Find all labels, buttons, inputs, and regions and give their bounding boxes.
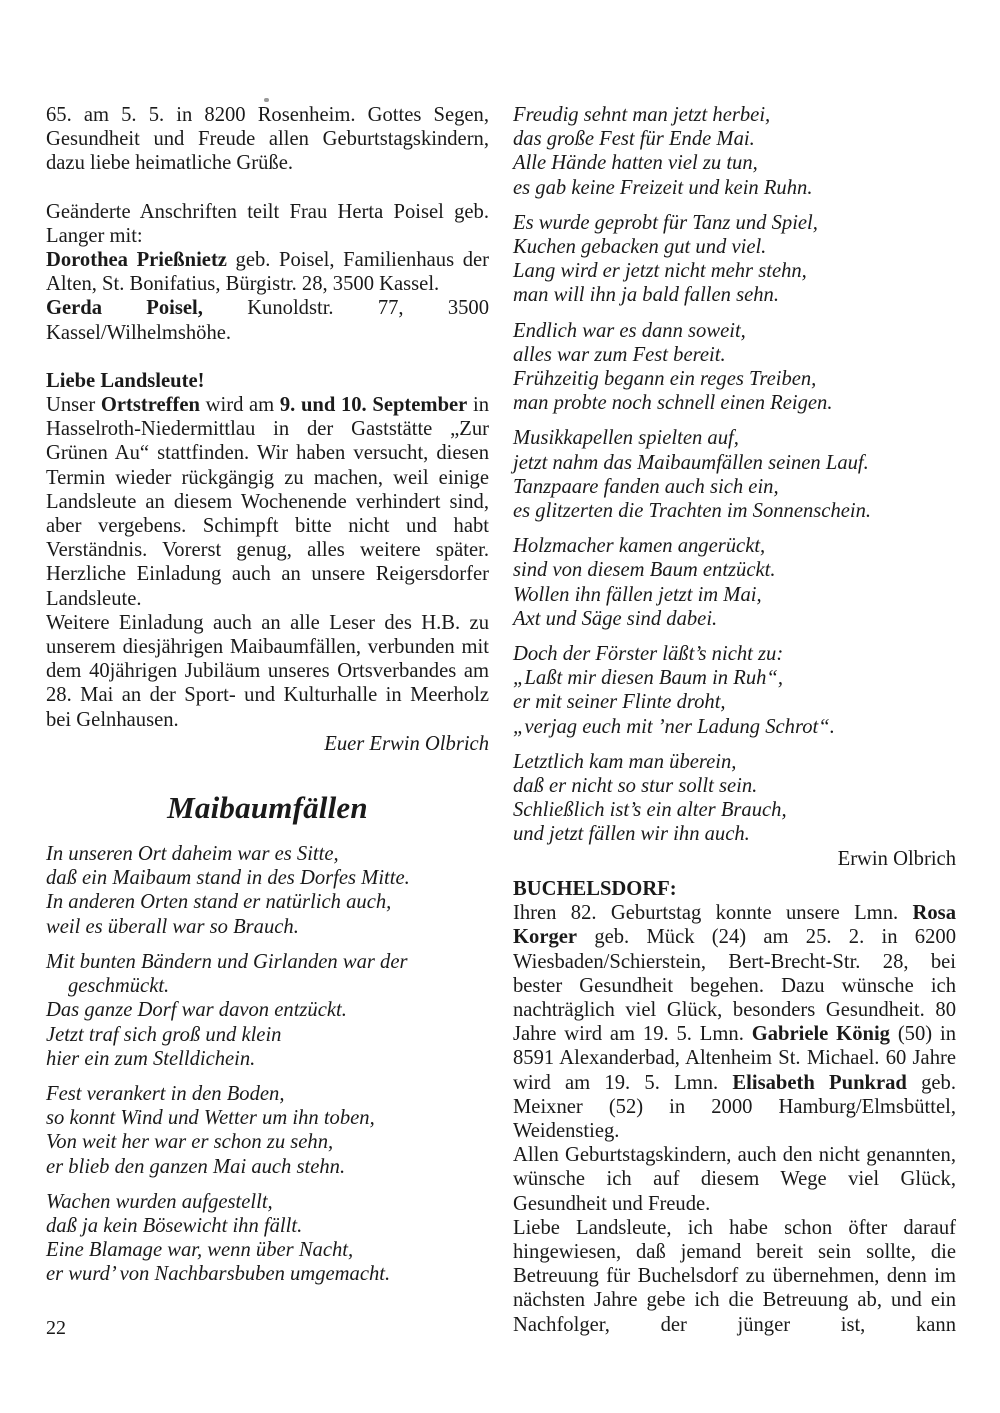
poem-line: hier ein zum Stelldichein. xyxy=(46,1047,256,1070)
address-entry xyxy=(46,248,489,296)
poem-line: „verjag euch mit ’ner Ladung Schrot“. xyxy=(513,715,835,738)
wishes-paragraph: Allen Geburtstagskindern, auch den nicht genannten, wünsche ich auf diesem Wege viel Glück, Gesundheit und Freude. xyxy=(513,1144,956,1215)
poem-line: Frühzeitig begann ein reges Treiben, xyxy=(513,368,817,391)
poem-author: Erwin Olbrich xyxy=(837,847,956,870)
poem-line: es gab keine Freizeit und kein Ruhn. xyxy=(513,176,813,199)
poem-line: Wachen wurden aufgestellt, xyxy=(46,1190,273,1213)
poem-line: Das ganze Dorf war davon entzückt. xyxy=(46,999,347,1022)
poem-stanza xyxy=(46,842,489,939)
poem-stanza xyxy=(46,1082,489,1179)
poem-line: Mit bunten Bändern und Girlanden war der xyxy=(46,950,408,973)
poem-line: In anderen Orten stand er natürlich auch, xyxy=(46,891,392,914)
poem-line: er mit seiner Flinte droht, xyxy=(513,691,726,714)
poem-line: weil es überall war so Brauch. xyxy=(46,915,299,938)
address-name: Gerda Poisel, xyxy=(46,297,203,320)
poem-line: Jetzt traf sich groß und klein xyxy=(46,1023,282,1046)
poem-stanza xyxy=(513,426,956,523)
poem-line: Es wurde geprobt für Tanz und Spiel, xyxy=(513,211,818,234)
poem-line: jetzt nahm das Maibaumfällen seinen Lauf. xyxy=(513,451,869,474)
bold-text-run: Ortstreffen xyxy=(100,394,200,417)
poem-line: alles war zum Fest bereit. xyxy=(513,343,726,366)
text-run: wird am xyxy=(199,394,280,417)
person-name: Elisabeth Punkrad xyxy=(732,1071,907,1094)
poem-stanza xyxy=(513,103,956,200)
poem-line: Schließlich ist’s ein alter Brauch, xyxy=(513,799,787,822)
poem-line: er wurd’ von Nachbarsbuben umgemacht. xyxy=(46,1263,391,1286)
text-run: Ihren 82. Geburtstag konnte unsere Lmn. xyxy=(513,902,913,925)
poem-line: daß ja kein Bösewicht ihn fällt. xyxy=(46,1214,303,1237)
birthday-greeting-paragraph: 65. am 5. 5. in 8200 Rosenheim. Gottes Segen, Gesundheit und Freude allen Geburtstagskindern, dazu liebe heimatliche Grüße. xyxy=(46,104,489,175)
text-run: (50) in 8591 Alexanderbad, Altenheim St. Michael. 60 Jahre wird am 19. 5. Lmn. xyxy=(513,1023,956,1094)
poem-line: daß er nicht so stur sollt sein. xyxy=(513,775,758,798)
ortstreffen-paragraph xyxy=(46,393,489,611)
poem-line: Holzmacher kamen angerückt, xyxy=(513,535,766,558)
address-details: Kunoldstr. 77, 3500 Kassel/Wilhelmshöhe. xyxy=(46,297,490,344)
section-heading-buchelsdorf: BUCHELSDORF: xyxy=(513,877,677,900)
poem-line: Tanzpaare fanden auch sich ein, xyxy=(513,475,779,498)
person-name: Rosa Korger xyxy=(513,902,956,949)
right-column xyxy=(513,103,956,1337)
address-change-intro: Geänderte Anschriften teilt Frau Herta Poisel geb. Langer mit: xyxy=(46,200,489,247)
poem-line: Eine Blamage war, wenn über Nacht, xyxy=(46,1239,354,1262)
poem-stanza xyxy=(513,211,956,308)
address-name: Dorothea Prießnietz xyxy=(46,249,227,272)
birthday-paragraph xyxy=(513,901,956,1143)
poem-stanza xyxy=(513,534,956,631)
poem-line: Freudig sehnt man jetzt herbei, xyxy=(513,104,771,126)
poem-line: Endlich war es dann soweit, xyxy=(513,319,746,342)
poem-line: und jetzt fällen wir ihn auch. xyxy=(513,823,750,846)
text-run: Unser xyxy=(46,394,101,417)
poem-line: „Laßt mir diesen Baum in Ruh“, xyxy=(513,667,784,690)
successor-paragraph: Liebe Landsleute, ich habe schon öfter darauf hingewiesen, daß jemand bereit sein sollte, die Betreuung für Buchelsdorf zu übernehmen, denn im nächsten Jahre gebe ich die Betreuung ab, und ein Nachfolger, der jünger ist, kann xyxy=(513,1216,956,1336)
poem-line: so konnt Wind und Wetter um ihn toben, xyxy=(46,1107,375,1130)
poem-line: man will ihn ja bald fallen sehn. xyxy=(513,284,779,307)
poem-line: daß ein Maibaum stand in des Dorfes Mitte. xyxy=(46,867,410,890)
poem-line: sind von diesem Baum entzückt. xyxy=(513,559,776,582)
poem-line: Letztlich kam man überein, xyxy=(513,750,737,773)
poem-line: Lang wird er jetzt nicht mehr stehn, xyxy=(513,260,807,283)
poem-line: Wollen ihn fällen jetzt im Mai, xyxy=(513,583,762,606)
poem-line: Alle Hände hatten viel zu tun, xyxy=(513,152,758,175)
poem-stanza xyxy=(46,950,489,1071)
maibaum-invitation-paragraph: Weitere Einladung auch an alle Leser des H.B. zu unserem diesjährigen Maibaumfällen, verbunden mit dem 40jährigen Jubiläum unseres Ortsverbandes am 28. Mai an der Sport- und Kulturhalle in Meerholz bei Gelnhausen. xyxy=(46,611,489,731)
text-run: geb. Meixner (52) in 2000 Hamburg/Elmsbüttel, Weidenstieg. xyxy=(513,1071,957,1142)
scan-speck xyxy=(264,98,269,102)
poem-line: Musikkapellen spielten auf, xyxy=(513,427,739,450)
poem-stanza xyxy=(513,319,956,416)
poem-line: man probte noch schnell einen Reigen. xyxy=(513,392,833,415)
poem-line: In unseren Ort daheim war es Sitte, xyxy=(46,843,339,866)
left-column xyxy=(46,103,489,1298)
page-number: 22 xyxy=(46,1317,66,1339)
poem-line: das große Fest für Ende Mai. xyxy=(513,128,755,151)
poem-line: Kuchen gebacken gut und viel. xyxy=(513,236,767,259)
poem-line: es glitzerten die Trachten im Sonnenschein. xyxy=(513,500,872,523)
event-date: 9. und 10. September xyxy=(279,394,468,417)
person-name: Gabriele König xyxy=(751,1023,890,1046)
poem-line: Doch der Förster läßt’s nicht zu: xyxy=(513,643,784,666)
poem-stanza xyxy=(46,1190,489,1287)
poem-title: Maibaumfällen xyxy=(167,790,368,826)
letter-greeting: Liebe Landsleute! xyxy=(46,369,205,392)
address-details: geb. Poisel, Familienhaus der Alten, St. Bonifatius, Bürgistr. 28, 3500 Kassel. xyxy=(46,249,489,296)
text-run: in Hasselroth-Niedermittlau in der Gaststätte „Zur Grünen Au“ stattfinden. Wir haben versucht, diesen Termin wieder rückgängig zu machen, weil einige Landsleute an diesem Wochenende verhindert sind, aber vergebens. Schimpft bitte nicht und habt Verständnis. Vorerst genug, alles weitere später. Herzliche Einladung auch an unsere Reigersdorfer Landsleute. xyxy=(46,394,489,610)
poem-line: er blieb den ganzen Mai auch stehn. xyxy=(46,1155,346,1178)
poem-line: Fest verankert in den Boden, xyxy=(46,1082,285,1105)
poem-stanza xyxy=(513,750,956,847)
poem-line: Axt und Säge sind dabei. xyxy=(513,607,718,630)
letter-signature: Euer Erwin Olbrich xyxy=(324,732,489,755)
address-entry xyxy=(46,296,489,344)
poem-line: Von weit her war er schon zu sehn, xyxy=(46,1131,334,1154)
poem-line: geschmückt. xyxy=(68,975,170,998)
poem-stanza xyxy=(513,642,956,739)
text-run: geb. Mück (24) am 25. 2. in 6200 Wiesbaden/Schierstein, Bert-Brecht-Str. 28, bei bester Gesundheit begehen. Dazu wünsche ich nachträglich viel Glück, besonders Gesundheit. 80 Jahre wird am 19. 5. Lmn. xyxy=(513,926,956,1046)
